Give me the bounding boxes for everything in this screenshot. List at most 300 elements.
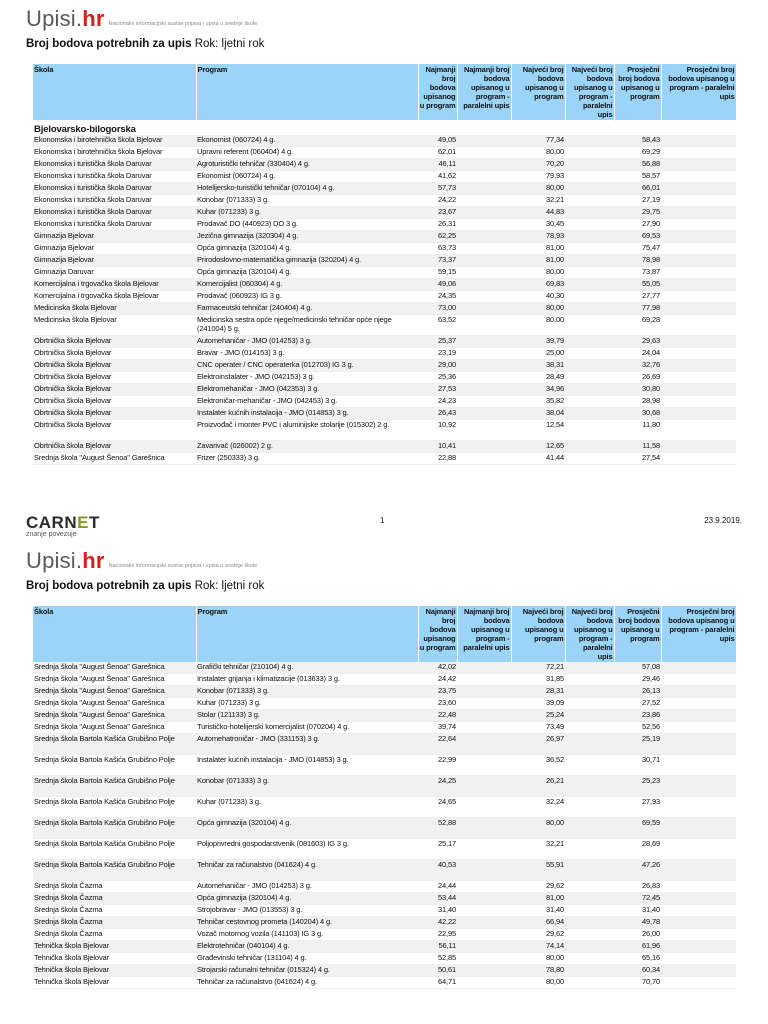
table-row — [33, 372, 736, 384]
col-avg: 26,00 — [614, 929, 661, 941]
col-avg: 27,77 — [614, 291, 661, 303]
col-max-parallel — [565, 710, 614, 722]
col-min: 49,05 — [418, 135, 457, 147]
col-program: Ekonomist (060724) 4 g. — [196, 171, 418, 183]
col-program: Elektroinstalater - JMO (042153) 3 g. — [196, 372, 418, 384]
logo-suffix: hr — [82, 6, 105, 31]
col-avg: 30,71 — [614, 755, 661, 776]
col-max-parallel — [565, 881, 614, 893]
col-avg-parallel — [661, 255, 736, 267]
col-avg: 28,69 — [614, 839, 661, 860]
table-row — [33, 159, 736, 171]
col-school-header: Škola — [33, 606, 196, 662]
col-program: Zavarivač (026002) 2 g. — [196, 441, 418, 453]
col-avg: 24,04 — [614, 348, 661, 360]
col-max: 55,91 — [511, 860, 565, 881]
carnet-logo-end: T — [88, 513, 100, 532]
col-avg: 60,34 — [614, 965, 661, 977]
col-program: Proizvođač i monter PVC i aluminijske stolarije (015302) 2 g. — [196, 420, 418, 441]
col-min-parallel — [457, 336, 511, 348]
col-min: 25,36 — [418, 372, 457, 384]
col-max: 73,49 — [511, 722, 565, 734]
col-min-parallel — [457, 171, 511, 183]
col-min-parallel — [457, 396, 511, 408]
title-term: Rok: ljetni rok — [194, 580, 265, 592]
col-min-parallel — [457, 219, 511, 231]
col-min-parallel — [457, 662, 511, 674]
col-school: Gimnazija Bjelovar — [33, 231, 196, 243]
table-row — [33, 674, 736, 686]
col-min: 23,60 — [418, 698, 457, 710]
col-avg: 58,43 — [614, 135, 661, 147]
col-program-header: Program — [196, 606, 418, 662]
col-min: 64,71 — [418, 977, 457, 989]
table-row — [33, 965, 736, 977]
col-min: 22,95 — [418, 929, 457, 941]
table-row — [33, 776, 736, 797]
col-max-parallel — [565, 336, 614, 348]
col-avg: 25,23 — [614, 776, 661, 797]
col-avg: 65,16 — [614, 953, 661, 965]
col-min: 73,37 — [418, 255, 457, 267]
col-school: Srednja škola "August Šenoa" Garešnica — [33, 686, 196, 698]
col-min: 24,65 — [418, 797, 457, 818]
col-min: 40,53 — [418, 860, 457, 881]
col-max: 35,82 — [511, 396, 565, 408]
col-program: Građevinski tehničar (131104) 4 g. — [196, 953, 418, 965]
col-avg: 27,52 — [614, 698, 661, 710]
col-min: 23,75 — [418, 686, 457, 698]
col-max-parallel — [565, 929, 614, 941]
col-school: Ekonomska i turistička škola Daruvar — [33, 183, 196, 195]
col-program: Automehaničar - JMO (014253) 3 g. — [196, 336, 418, 348]
table-row — [33, 917, 736, 929]
col-min: 56,11 — [418, 941, 457, 953]
col-avg-parallel — [661, 893, 736, 905]
col-avg-parallel — [661, 336, 736, 348]
col-school: Obrtnička škola Bjelovar — [33, 441, 196, 453]
col-school: Ekonomska i birotehnička škola Bjelovar — [33, 147, 196, 159]
col-school: Srednja škola Čazma — [33, 917, 196, 929]
col-max-parallel — [565, 722, 614, 734]
table-row — [33, 453, 736, 465]
table-row — [33, 977, 736, 989]
col-avg-parallel — [661, 384, 736, 396]
col-max: 78,80 — [511, 965, 565, 977]
region-name: Bjelovarsko-bilogorska — [34, 124, 136, 135]
col-avg-parallel — [661, 420, 736, 441]
col-avg-parallel — [661, 929, 736, 941]
col-avg: 69,59 — [614, 818, 661, 839]
logo-prefix: Upisi. — [26, 6, 83, 31]
col-max: 26,21 — [511, 776, 565, 797]
col-avg: 66,01 — [614, 183, 661, 195]
col-max-header: Najveći broj bodova upisanog u program — [511, 606, 565, 662]
table-row — [33, 441, 736, 453]
table-row — [33, 953, 736, 965]
col-max-parallel — [565, 686, 614, 698]
col-min-parallel — [457, 818, 511, 839]
col-min: 25,37 — [418, 336, 457, 348]
col-avg-parallel — [661, 183, 736, 195]
col-avg: 27,54 — [614, 453, 661, 465]
col-program: Ekonomist (060724) 4 g. — [196, 135, 418, 147]
col-max-parallel — [565, 372, 614, 384]
col-avg-parallel — [661, 360, 736, 372]
col-school: Ekonomska i turistička škola Daruvar — [33, 207, 196, 219]
col-max: 32,21 — [511, 839, 565, 860]
col-avg-parallel — [661, 818, 736, 839]
col-avg-parallel — [661, 977, 736, 989]
table-row — [33, 183, 736, 195]
col-avg: 72,45 — [614, 893, 661, 905]
col-max-parallel — [565, 860, 614, 881]
col-max-parallel-header: Najveći broj bodova upisanog u program - paralelni upis — [565, 606, 614, 662]
col-min: 63,73 — [418, 243, 457, 255]
col-program: Opća gimnazija (320104) 4 g. — [196, 893, 418, 905]
col-avg-parallel-header: Prosječni broj bodova upisanog u program - paralelni upis — [661, 606, 736, 662]
table-header — [33, 606, 736, 662]
table-row — [33, 291, 736, 303]
col-avg: 75,47 — [614, 243, 661, 255]
col-max: 80,00 — [511, 977, 565, 989]
col-min-parallel — [457, 384, 511, 396]
col-min-parallel — [457, 755, 511, 776]
upisi-logo[interactable] — [26, 8, 257, 30]
col-max: 39,09 — [511, 698, 565, 710]
col-avg: 11,80 — [614, 420, 661, 441]
col-avg-parallel — [661, 881, 736, 893]
print-date: 23.9.2019. — [704, 516, 742, 525]
col-program: Jezična gimnazija (320304) 4 g. — [196, 231, 418, 243]
table-row — [33, 396, 736, 408]
col-min: 29,00 — [418, 360, 457, 372]
table-row — [33, 219, 736, 231]
col-school: Gimnazija Bjelovar — [33, 255, 196, 267]
col-avg-parallel — [661, 348, 736, 360]
col-school: Srednja škola Bartola Kašića Grubišno Polje — [33, 734, 196, 755]
col-program: Elektrotehničar (040104) 4 g. — [196, 941, 418, 953]
col-min-parallel — [457, 255, 511, 267]
col-school: Tehnička škola Bjelovar — [33, 977, 196, 989]
col-program: Kuhar (071233) 3 g. — [196, 797, 418, 818]
col-min-parallel — [457, 195, 511, 207]
col-min: 22,48 — [418, 710, 457, 722]
col-avg: 57,08 — [614, 662, 661, 674]
col-school: Srednja škola Čazma — [33, 881, 196, 893]
col-min: 22,88 — [418, 453, 457, 465]
col-max-parallel — [565, 965, 614, 977]
col-avg: 26,83 — [614, 881, 661, 893]
col-min: 59,15 — [418, 267, 457, 279]
col-max: 40,30 — [511, 291, 565, 303]
col-avg: 77,98 — [614, 303, 661, 315]
col-school: Gimnazija Daruvar — [33, 267, 196, 279]
col-school: Ekonomska i birotehnička škola Bjelovar — [33, 135, 196, 147]
title-term: Rok: ljetni rok — [194, 38, 265, 50]
col-min-parallel — [457, 860, 511, 881]
col-program: Instalater grijanja i klimatizacije (013633) 3 g. — [196, 674, 418, 686]
col-program: Automehatroničar - JMO (331153) 3 g. — [196, 734, 418, 755]
col-min-parallel — [457, 183, 511, 195]
col-avg-parallel — [661, 860, 736, 881]
col-min-parallel — [457, 710, 511, 722]
col-min-parallel — [457, 881, 511, 893]
col-avg-parallel — [661, 219, 736, 231]
col-max-parallel — [565, 360, 614, 372]
col-school: Medicinska škola Bjelovar — [33, 303, 196, 315]
col-program: Prirodoslovno-matematička gimnazija (320204) 4 g. — [196, 255, 418, 267]
col-program: Prodavač DO (440923) DO 3 g. — [196, 219, 418, 231]
table-row — [33, 734, 736, 755]
col-avg-parallel — [661, 755, 736, 776]
col-avg: 29,63 — [614, 336, 661, 348]
col-school: Srednja škola Čazma — [33, 905, 196, 917]
col-avg: 69,29 — [614, 147, 661, 159]
points-table-page-1 — [33, 64, 737, 465]
col-max-parallel — [565, 183, 614, 195]
col-min-parallel — [457, 965, 511, 977]
col-avg-parallel — [661, 797, 736, 818]
col-max-parallel — [565, 734, 614, 755]
col-max: 31,85 — [511, 674, 565, 686]
col-program: Instalater kućnih instalacija - JMO (014853) 3 g. — [196, 408, 418, 420]
col-avg: 26,13 — [614, 686, 661, 698]
col-avg: 69,28 — [614, 315, 661, 336]
col-max-parallel — [565, 662, 614, 674]
col-school: Obrtnička škola Bjelovar — [33, 336, 196, 348]
col-min: 46,11 — [418, 159, 457, 171]
table-row — [33, 905, 736, 917]
col-avg-parallel — [661, 674, 736, 686]
col-school: Srednja škola Bartola Kašića Grubišno Polje — [33, 860, 196, 881]
col-program: Prodavač (060923) IG 3 g. — [196, 291, 418, 303]
col-avg: 28,98 — [614, 396, 661, 408]
col-max: 80,00 — [511, 315, 565, 336]
col-min-parallel — [457, 231, 511, 243]
col-min-parallel — [457, 977, 511, 989]
table-row — [33, 893, 736, 905]
col-max-parallel — [565, 147, 614, 159]
col-min: 42,02 — [418, 662, 457, 674]
col-max: 80,00 — [511, 953, 565, 965]
title-main: Broj bodova potrebnih za upis — [26, 580, 192, 592]
logo-suffix: hr — [82, 548, 105, 573]
col-max: 32,24 — [511, 797, 565, 818]
col-avg-parallel — [661, 441, 736, 453]
col-school: Komercijalna i trgovačka škola Bjelovar — [33, 291, 196, 303]
col-max: 39,79 — [511, 336, 565, 348]
col-min: 52,88 — [418, 818, 457, 839]
table-row — [33, 929, 736, 941]
col-min: 73,00 — [418, 303, 457, 315]
col-school: Tehnička škola Bjelovar — [33, 941, 196, 953]
col-min: 10,41 — [418, 441, 457, 453]
col-min: 24,25 — [418, 776, 457, 797]
col-program: Tehničar za računalstvo (041624) 4 g. — [196, 860, 418, 881]
col-min: 25,17 — [418, 839, 457, 860]
col-avg-parallel — [661, 396, 736, 408]
col-max-parallel — [565, 441, 614, 453]
col-school: Gimnazija Bjelovar — [33, 243, 196, 255]
col-avg-parallel — [661, 453, 736, 465]
table-row — [33, 710, 736, 722]
col-school: Medicinska škola Bjelovar — [33, 315, 196, 336]
col-program: Bravar - JMO (014153) 3 g. — [196, 348, 418, 360]
col-program: Elektromehaničar - JMO (042353) 3 g. — [196, 384, 418, 396]
col-avg: 29,75 — [614, 207, 661, 219]
table-row — [33, 171, 736, 183]
col-avg: 30,80 — [614, 384, 661, 396]
table-row — [33, 315, 736, 336]
col-school: Srednja škola "August Šenoa" Garešnica — [33, 698, 196, 710]
col-avg-parallel — [661, 686, 736, 698]
table-row — [33, 662, 736, 674]
col-program: CNC operater / CNC operaterka (012703) IG 3 g. — [196, 360, 418, 372]
col-program: Medicinska sestra opće njege/medicinski tehničar opće njege (241004) 5 g. — [196, 315, 418, 336]
col-avg: 47,26 — [614, 860, 661, 881]
col-school: Tehnička škola Bjelovar — [33, 953, 196, 965]
col-max-parallel — [565, 348, 614, 360]
col-program: Stolar (121133) 3 g. — [196, 710, 418, 722]
col-min-parallel — [457, 207, 511, 219]
col-max-parallel-header: Najveći broj bodova upisanog u program - paralelni upis — [565, 64, 614, 120]
col-max: 12,54 — [511, 420, 565, 441]
col-max-header: Najveći broj bodova upisanog u program — [511, 64, 565, 120]
col-program: Upravni referent (060404) 4 g. — [196, 147, 418, 159]
col-avg-parallel — [661, 941, 736, 953]
col-avg-parallel — [661, 303, 736, 315]
col-avg: 61,96 — [614, 941, 661, 953]
col-min-parallel-header: Najmanji broj bodova upisanog u program - paralelni upis — [457, 64, 511, 120]
region-row — [33, 120, 736, 135]
col-max-parallel — [565, 839, 614, 860]
col-school: Obrtnička škola Bjelovar — [33, 348, 196, 360]
col-max: 72,21 — [511, 662, 565, 674]
points-table-page-2 — [33, 606, 737, 989]
col-school: Tehnička škola Bjelovar — [33, 965, 196, 977]
col-avg: 56,88 — [614, 159, 661, 171]
col-min-parallel — [457, 917, 511, 929]
col-avg-parallel — [661, 698, 736, 710]
col-avg-parallel-header: Prosječni broj bodova upisanog u program - paralelni upis — [661, 64, 736, 120]
col-min: 52,85 — [418, 953, 457, 965]
col-school: Obrtnička škola Bjelovar — [33, 396, 196, 408]
col-avg-parallel — [661, 776, 736, 797]
col-program: Opća gimnazija (320104) 4 g. — [196, 243, 418, 255]
col-max-parallel — [565, 797, 614, 818]
col-min-header: Najmanji broj bodova upisanog u program — [418, 64, 457, 120]
col-school: Obrtnička škola Bjelovar — [33, 360, 196, 372]
col-avg: 69,53 — [614, 231, 661, 243]
col-min: 63,52 — [418, 315, 457, 336]
col-avg-parallel — [661, 159, 736, 171]
col-school: Srednja škola Bartola Kašića Grubišno Polje — [33, 776, 196, 797]
col-max: 29,62 — [511, 881, 565, 893]
col-program: Agroturistički tehničar (330404) 4 g. — [196, 159, 418, 171]
logo-tagline: Nacionalni informacijski sustav prijava i upisa u srednje škole — [108, 21, 258, 27]
col-program: Tehničar za računalstvo (041624) 4 g. — [196, 977, 418, 989]
col-max: 80,00 — [511, 818, 565, 839]
col-max-parallel — [565, 219, 614, 231]
col-program: Elektroničar-mehaničar - JMO (042453) 3 g. — [196, 396, 418, 408]
col-avg: 70,70 — [614, 977, 661, 989]
page-number: 1 — [380, 516, 385, 525]
col-max: 30,45 — [511, 219, 565, 231]
col-avg-parallel — [661, 734, 736, 755]
col-min-parallel — [457, 905, 511, 917]
col-max-parallel — [565, 941, 614, 953]
col-program: Automehaničar - JMO (014253) 3 g. — [196, 881, 418, 893]
col-max-parallel — [565, 267, 614, 279]
col-avg-parallel — [661, 267, 736, 279]
col-program: Grafički tehničar (210104) 4 g. — [196, 662, 418, 674]
col-max-parallel — [565, 977, 614, 989]
col-max-parallel — [565, 231, 614, 243]
col-avg: 31,40 — [614, 905, 661, 917]
col-program: Opća gimnazija (320104) 4 g. — [196, 267, 418, 279]
table-row — [33, 941, 736, 953]
col-avg-parallel — [661, 953, 736, 965]
col-min: 24,35 — [418, 291, 457, 303]
col-min-parallel — [457, 372, 511, 384]
col-min: 62,01 — [418, 147, 457, 159]
col-max: 38,04 — [511, 408, 565, 420]
col-avg-parallel — [661, 965, 736, 977]
table-row — [33, 135, 736, 147]
col-max: 70,20 — [511, 159, 565, 171]
col-avg-parallel — [661, 231, 736, 243]
col-max-parallel — [565, 243, 614, 255]
col-min-parallel — [457, 360, 511, 372]
col-avg: 27,90 — [614, 219, 661, 231]
col-max: 32,21 — [511, 195, 565, 207]
col-max: 28,49 — [511, 372, 565, 384]
col-min: 23,67 — [418, 207, 457, 219]
col-min-parallel — [457, 348, 511, 360]
col-min: 10,92 — [418, 420, 457, 441]
upisi-logo[interactable] — [26, 550, 257, 572]
col-school: Srednja škola "August Šenoa" Garešnica — [33, 453, 196, 465]
page-2 — [0, 510, 768, 1024]
col-max-parallel — [565, 396, 614, 408]
col-min-parallel — [457, 698, 511, 710]
col-school: Obrtnička škola Bjelovar — [33, 420, 196, 441]
col-max-parallel — [565, 674, 614, 686]
col-max: 66,94 — [511, 917, 565, 929]
col-max: 41,44 — [511, 453, 565, 465]
table-row — [33, 360, 736, 372]
col-program: Kuhar (071233) 3 g. — [196, 698, 418, 710]
table-row — [33, 686, 736, 698]
col-min-parallel — [457, 722, 511, 734]
col-max-parallel — [565, 917, 614, 929]
col-min: 26,43 — [418, 408, 457, 420]
col-program: Tehničar cestovnog prometa (140204) 4 g. — [196, 917, 418, 929]
col-min-parallel — [457, 147, 511, 159]
col-avg-parallel — [661, 905, 736, 917]
col-avg: 78,98 — [614, 255, 661, 267]
col-avg: 52,56 — [614, 722, 661, 734]
col-avg: 29,46 — [614, 674, 661, 686]
col-school: Ekonomska i turistička škola Daruvar — [33, 171, 196, 183]
col-avg-parallel — [661, 315, 736, 336]
col-max-parallel — [565, 420, 614, 441]
table-row — [33, 818, 736, 839]
col-max-parallel — [565, 893, 614, 905]
col-school: Ekonomska i turistička škola Daruvar — [33, 195, 196, 207]
col-max: 44,83 — [511, 207, 565, 219]
